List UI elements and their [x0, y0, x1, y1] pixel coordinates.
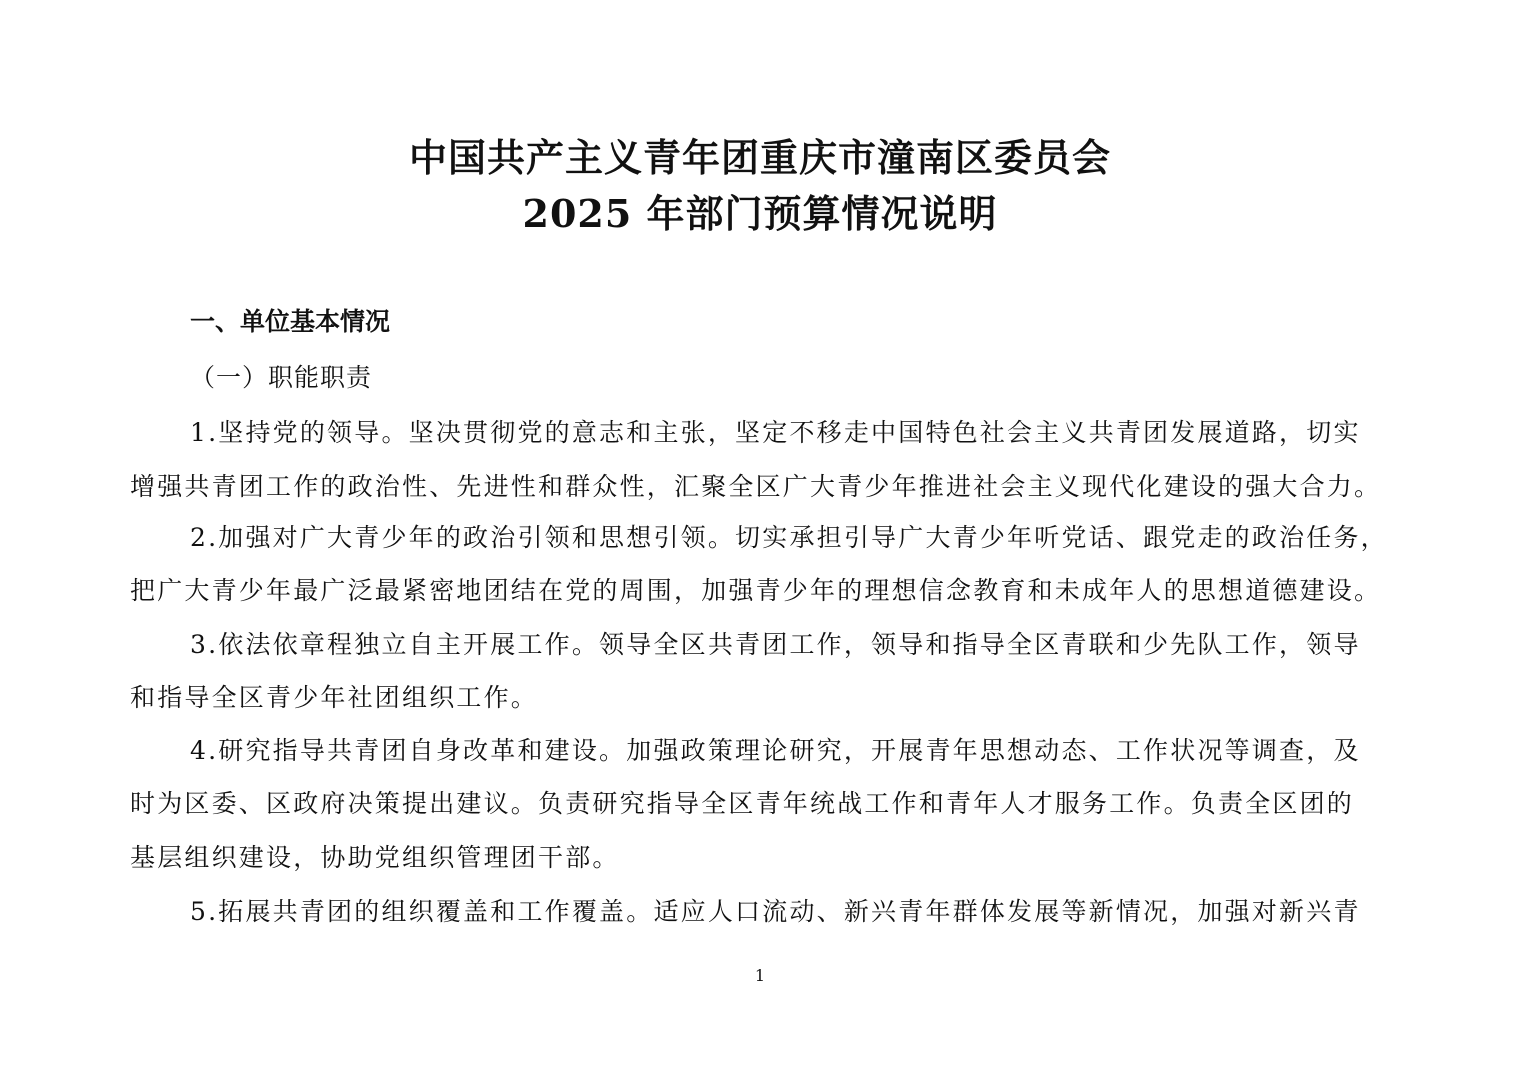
body-line: 把广大青少年最广泛最紧密地团结在党的周围，加强青少年的理想信念教育和未成年人的思想道德建设。: [130, 576, 1382, 605]
section-heading-basic-info: 一、单位基本情况: [190, 307, 391, 336]
body-line-paragraph-3-start: 3.依法依章程独立自主开展工作。领导全区共青团工作，领导和指导全区青联和少先队工作，领导: [190, 630, 1361, 659]
document-title-line-1: 中国共产主义青年团重庆市潼南区委员会: [408, 135, 1111, 180]
document-title-line-2: 2025 年部门预算情况说明: [522, 191, 998, 236]
subsection-heading-duties: （一）职能职责: [190, 363, 373, 392]
body-line-paragraph-5-start: 5.拓展共青团的组织覆盖和工作覆盖。适应人口流动、新兴青年群体发展等新情况，加强对新兴青: [190, 897, 1361, 926]
body-line: 基层组织建设，协助党组织管理团干部。: [130, 843, 620, 872]
body-line-paragraph-1-start: 1.坚持党的领导。坚决贯彻党的意志和主张，坚定不移走中国特色社会主义共青团发展道路，切实: [190, 418, 1361, 447]
body-line: 和指导全区青少年社团组织工作。: [130, 683, 539, 712]
body-line-paragraph-4-start: 4.研究指导共青团自身改革和建设。加强政策理论研究，开展青年思想动态、工作状况等调查，及: [190, 736, 1361, 765]
page-number: 1: [754, 966, 766, 985]
body-line: 增强共青团工作的政治性、先进性和群众性，汇聚全区广大青少年推进社会主义现代化建设的强大合力。: [130, 472, 1382, 501]
body-line: 时为区委、区政府决策提出建议。负责研究指导全区青年统战工作和青年人才服务工作。负责全区团的: [130, 789, 1355, 818]
body-line-paragraph-2-start: 2.加强对广大青少年的政治引领和思想引领。切实承担引导广大青少年听党话、跟党走的政治任务，: [190, 523, 1388, 552]
